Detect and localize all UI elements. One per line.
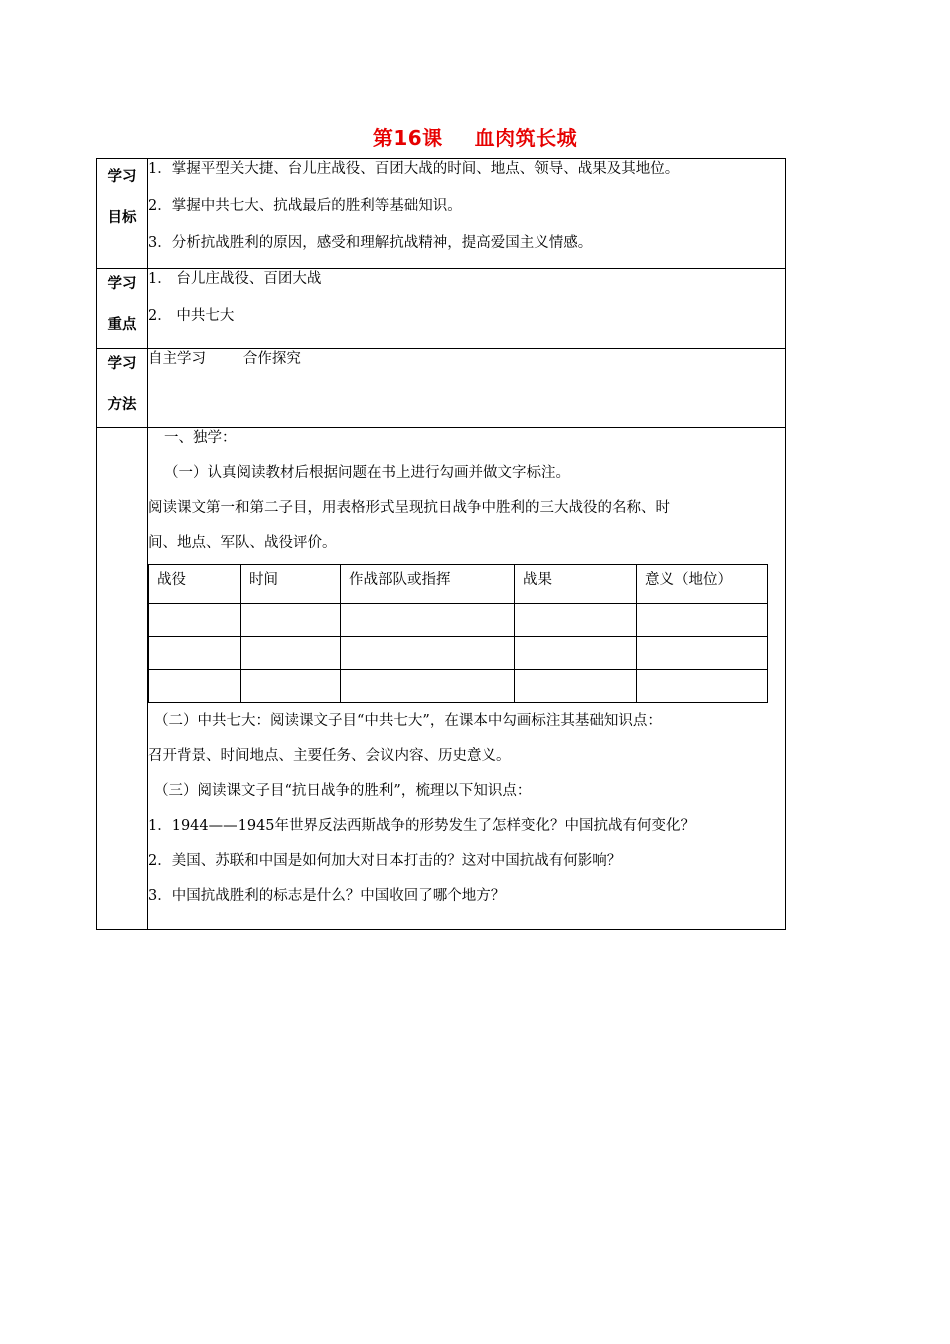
part2-line1: （二）中共七大：阅读课文子目“中共七大”，在课本中勾画标注其基础知识点： xyxy=(154,713,662,729)
battle-table-cell[interactable] xyxy=(241,637,341,670)
battle-table-header-cell: 战果 xyxy=(515,565,637,604)
part1-heading: （一）认真阅读教材后根据问题在书上进行勾画并做文字标注。 xyxy=(164,465,570,481)
lesson-number: 第16课 xyxy=(372,126,443,150)
methods-label-top: 学习 xyxy=(107,356,137,372)
key-points-label-bottom: 重点 xyxy=(107,317,137,333)
battle-table-cell[interactable] xyxy=(149,670,241,703)
content-label-cell xyxy=(97,428,148,930)
objective-item: 3．分析抗战胜利的原因，感受和理解抗战精神，提高爱国主义情感。 xyxy=(148,235,593,251)
methods-label xyxy=(97,349,148,428)
battle-table-cell[interactable] xyxy=(515,604,637,637)
battle-table xyxy=(148,564,768,703)
key-points-label xyxy=(97,269,148,349)
objectives-cell xyxy=(148,159,786,269)
objectives-row xyxy=(97,159,786,269)
battle-table-cell[interactable] xyxy=(241,604,341,637)
battle-table-cell[interactable] xyxy=(637,604,768,637)
battle-table-cell[interactable] xyxy=(341,604,515,637)
battle-table-row xyxy=(149,637,768,670)
methods-row xyxy=(97,349,786,428)
battle-table-header xyxy=(149,565,768,604)
part1-task-line2: 间、地点、军队、战役评价。 xyxy=(148,535,337,551)
objective-item: 1．掌握平型关大捷、台儿庄战役、百团大战的时间、地点、领导、战果及其地位。 xyxy=(148,161,680,177)
section-heading: 一、独学： xyxy=(164,430,237,446)
battle-table-cell[interactable] xyxy=(149,604,241,637)
key-points-label-top: 学习 xyxy=(107,276,137,292)
question-item: 1．1944——1945年世界反法西斯战争的形势发生了怎样变化？中国抗战有何变化？ xyxy=(148,818,696,834)
key-points-row xyxy=(97,269,786,349)
methods-label-bottom: 方法 xyxy=(107,397,137,413)
key-point-item: 1． 台儿庄战役、百团大战 xyxy=(148,271,322,287)
part3-heading: （三）阅读课文子目“抗日战争的胜利”，梳理以下知识点： xyxy=(154,783,532,799)
battle-table-header-cell: 作战部队或指挥 xyxy=(341,565,515,604)
question-item: 3．中国抗战胜利的标志是什么？中国收回了哪个地方？ xyxy=(148,888,506,904)
battle-table-row xyxy=(149,670,768,703)
battle-table-cell[interactable] xyxy=(341,670,515,703)
battle-table-cell[interactable] xyxy=(515,670,637,703)
battle-table-cell[interactable] xyxy=(515,637,637,670)
methods-cell xyxy=(148,349,786,428)
battle-table-cell[interactable] xyxy=(637,670,768,703)
content-cell xyxy=(148,428,786,930)
lesson-plan-table xyxy=(96,158,786,930)
part2-line2: 召开背景、时间地点、主要任务、会议内容、历史意义。 xyxy=(148,748,511,764)
lesson-name: 血肉筑长城 xyxy=(474,126,578,150)
methods-text: 自主学习 合作探究 xyxy=(148,351,301,367)
question-item: 2．美国、苏联和中国是如何加大对日本打击的？这对中国抗战有何影响？ xyxy=(148,853,622,869)
objectives-label-bottom: 目标 xyxy=(107,210,137,226)
content-row xyxy=(97,428,786,930)
battle-table-cell[interactable] xyxy=(241,670,341,703)
battle-table-row xyxy=(149,604,768,637)
battle-table-cell[interactable] xyxy=(637,637,768,670)
key-points-cell xyxy=(148,269,786,349)
objectives-label xyxy=(97,159,148,269)
part1-task-line1: 阅读课文第一和第二子目，用表格形式呈现抗日战争中胜利的三大战役的名称、时 xyxy=(148,500,670,516)
objective-item: 2．掌握中共七大、抗战最后的胜利等基础知识。 xyxy=(148,198,462,214)
battle-table-cell[interactable] xyxy=(341,637,515,670)
objectives-label-top: 学习 xyxy=(107,169,137,185)
battle-table-cell[interactable] xyxy=(149,637,241,670)
battle-table-header-cell: 时间 xyxy=(241,565,341,604)
key-point-item: 2． 中共七大 xyxy=(148,308,235,324)
page-title xyxy=(0,122,950,151)
battle-table-header-cell: 意义（地位） xyxy=(637,565,768,604)
battle-table-header-cell: 战役 xyxy=(149,565,241,604)
